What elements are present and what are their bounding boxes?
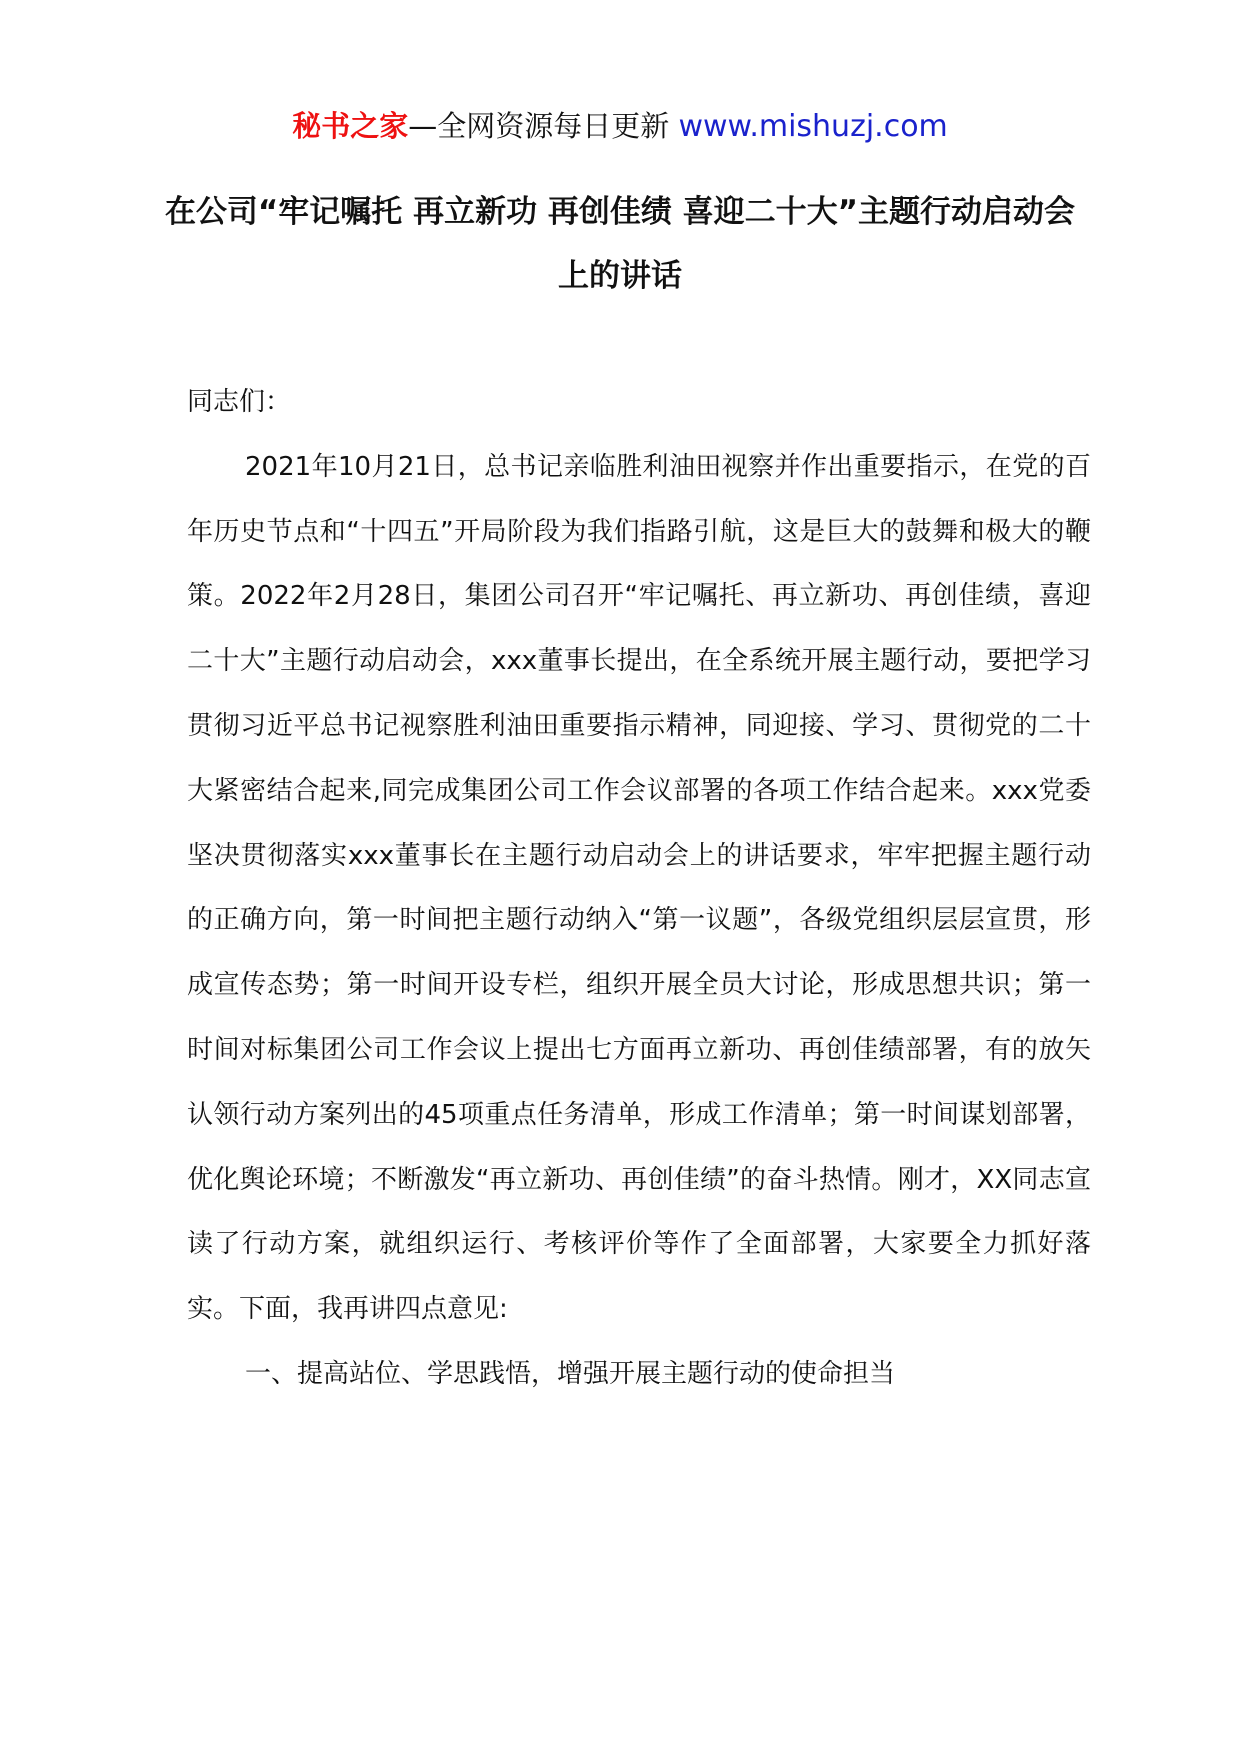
header-slogan: —全网资源每日更新: [408, 109, 670, 143]
paragraph: 2021年10月21日，总书记亲临胜利油田视察并作出重要指示，在党的百年历史节点和“十四五”开局阶段为我们指路引航，这是巨大的鼓舞和极大的鞭策。2022年2月28日，集团公司召开“牢记嘱托、再立新功、再创佳绩，喜迎二十大”主题行动启动会，xxx董事长提出，在全系统开展主题行动，要把学习贯彻习近平总书记视察胜利油田重要指示精神，同迎接、学习、贯彻党的二十大紧密结合起来,同完成集团公司工作会议部署的各项工作结合起来。xxx党委坚决贯彻落实xxx董事长在主题行动启动会上的讲话要求，牢牢把握主题行动的正确方向，第一时间把主题行动纳入“第一议题”，各级党组织层层宣贯，形成宣传态势；第一时间开设专栏，组织开展全员大讨论，形成思想共识；第一时间对标集团公司工作会议上提出七方面再立新功、再创佳绩部署，有的放矢认领行动方案列出的45项重点任务清单，形成工作清单；第一时间谋划部署，优化舆论环境；不断激发“再立新功、再创佳绩”的奋斗热情。刚才，XX同志宣读了行动方案，就组织运行、考核评价等作了全面部署，大家要全力抓好落实。下面，我再讲四点意见:: [187, 451, 1091, 1325]
brand-name: 秘书之家: [292, 109, 409, 143]
section-heading: 一、提高站位、学思践悟，增强开展主题行动的使命担当: [245, 1358, 896, 1389]
document-body: [187, 370, 1091, 1407]
site-header: [0, 104, 1240, 149]
salutation: 同志们：: [187, 387, 292, 417]
document-title: 在公司“牢记嘱托 再立新功 再创佳绩 喜迎二十大”主题行动启动会上的讲话: [164, 194, 1076, 294]
header-url-link[interactable]: www.mishuzj.com: [678, 109, 948, 144]
